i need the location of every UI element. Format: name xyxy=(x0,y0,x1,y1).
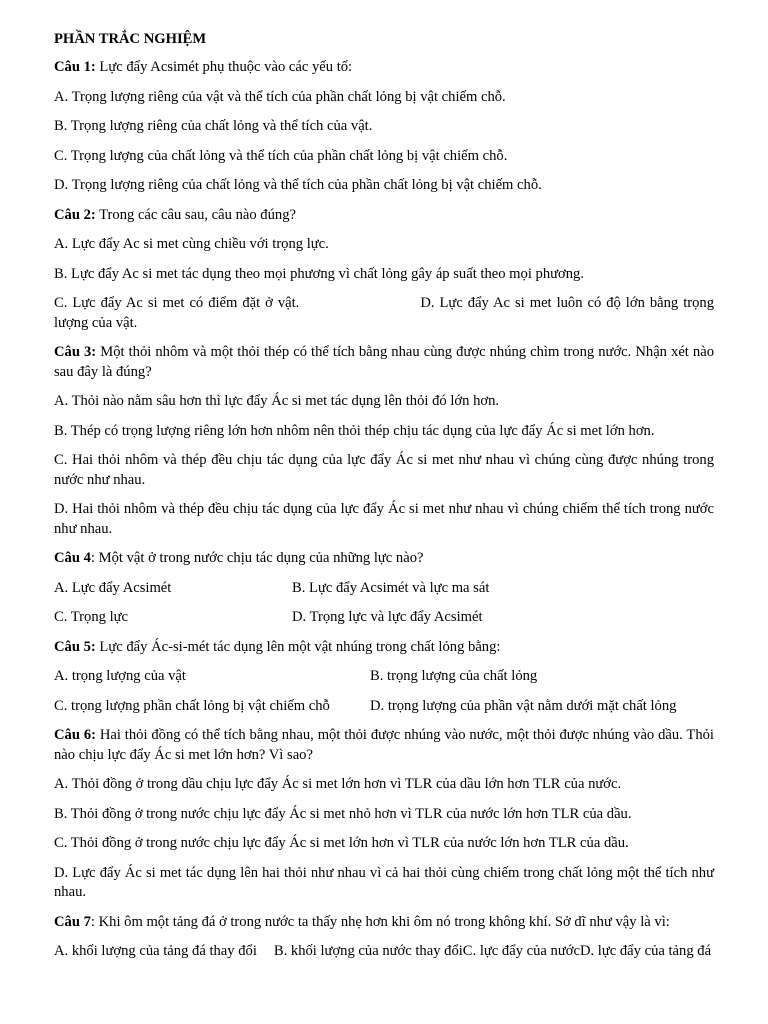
question-1-option-d: D. Trọng lượng riêng của chất lỏng và thể tích của phần chất lỏng bị vật chiếm chỗ. xyxy=(54,177,542,193)
question-4-text: : Một vật ở trong nước chịu tác dụng của những lực nào? xyxy=(90,550,424,566)
question-5-option-c: C. trọng lượng phần chất lỏng bị vật chiếm chỗ xyxy=(54,697,330,714)
question-5-text: Lực đẩy Ác-si-mét tác dụng lên một vật nhúng trong chất lỏng bằng: xyxy=(95,638,501,655)
question-3 xyxy=(54,343,714,382)
question-4 xyxy=(54,549,714,569)
question-6-option-d: D. Lực đẩy Ác si met tác dụng lên hai thỏi như nhau vì cả hai thỏi cùng chiếm trong chất lỏng một thể tích như nhau. xyxy=(54,864,714,900)
question-3-option-b: B. Thép có trọng lượng riêng lớn hơn nhôm nên thỏi thép chịu tác dụng của lực đẩy Ác si met lớn hơn. xyxy=(54,422,655,439)
question-7-option-b: B. khối lượng của nước thay đổi xyxy=(273,943,463,959)
question-7-options xyxy=(54,942,714,962)
question-6-option-c: C. Thỏi đồng ở trong nước chịu lực đẩy Ác si met lớn hơn vì TLR của nước lớn hơn TLR của dầu. xyxy=(54,835,629,851)
question-6-label: Câu 6: xyxy=(54,727,96,743)
question-5-options-row-1 xyxy=(54,667,714,687)
question-6-option-b: B. Thỏi đồng ở trong nước chịu lực đẩy Ác si met nhỏ hơn vì TLR của nước lớn hơn TLR của dầu. xyxy=(54,805,632,822)
question-3-text: Một thỏi nhôm và một thỏi thép có thể tích bằng nhau cùng được nhúng chìm trong nước. Nhận xét nào sau đây là đúng? xyxy=(54,344,714,380)
question-5-option-d: D. trọng lượng của phần vật nằm dưới mặt chất lỏng xyxy=(370,697,677,714)
question-2-label: Câu 2: xyxy=(54,206,96,223)
question-4-option-a: A. Lực đẩy Acsimét xyxy=(54,579,172,596)
question-7-label: Câu 7 xyxy=(54,913,91,930)
question-2-options-cd xyxy=(54,294,714,333)
question-5-label: Câu 5: xyxy=(54,638,96,655)
question-6-text: Hai thỏi đồng có thể tích bằng nhau, một thỏi được nhúng vào nước, một thỏi được nhúng vào dầu. Thỏi nào chịu lực đẩy Ác si met lớn hơn? Vì sao? xyxy=(54,727,714,763)
question-6 xyxy=(54,726,714,765)
question-7-option-d: D. lực đẩy của tảng đá xyxy=(579,943,712,959)
question-7-text: : Khi ôm một tảng đá ở trong nước ta thấy nhẹ hơn khi ôm nó trong không khí. Sở dĩ như vậy là vì: xyxy=(90,913,670,930)
question-2-option-a: A. Lực đẩy Ac si met cùng chiều với trọng lực. xyxy=(54,236,329,252)
question-5-option-b: B. trọng lượng của chất lỏng xyxy=(370,668,538,684)
question-4-option-c: C. Trọng lực xyxy=(54,609,129,625)
question-4-label: Câu 4 xyxy=(54,550,91,566)
question-6-option-a: A. Thỏi đồng ở trong dầu chịu lực đẩy Ác si met lớn hơn vì TLR của dầu lớn hơn TLR của nước. xyxy=(54,776,622,792)
question-3-option-a: A. Thỏi nào nằm sâu hơn thì lực đẩy Ác si met tác dụng lên thỏi đó lớn hơn. xyxy=(54,393,500,409)
question-3-option-d: D. Hai thỏi nhôm và thép đều chịu tác dụng của lực đẩy Ác si met như nhau vì chúng chiếm thể tích trong nước như nhau. xyxy=(54,501,714,537)
question-2-option-c: C. Lực đẩy Ac si met có điểm đặt ở vật. xyxy=(54,295,300,311)
question-1-text: Lực đẩy Acsimét phụ thuộc vào các yếu tố: xyxy=(95,59,353,75)
question-5-options-row-2 xyxy=(54,697,714,717)
section-heading: PHẦN TRẮC NGHIỆM xyxy=(54,31,207,47)
question-1 xyxy=(54,58,714,78)
question-2-option-d: D. Lực đẩy Ac si met luôn có độ lớn bằng trọng lượng của vật. xyxy=(54,295,715,331)
question-7-option-a: A. khối lượng của tảng đá thay đổi xyxy=(54,943,257,959)
question-2-text: Trong các câu sau, câu nào đúng? xyxy=(95,206,296,223)
question-2-option-b: B. Lực đẩy Ac si met tác dụng theo mọi phương vì chất lỏng gây áp suất theo mọi phương. xyxy=(54,265,584,282)
question-3-label: Câu 3: xyxy=(54,344,97,360)
question-4-options-row-2 xyxy=(54,608,714,628)
question-7 xyxy=(54,913,714,933)
question-1-label: Câu 1: xyxy=(54,59,96,75)
question-4-option-b: B. Lực đẩy Acsimét và lực ma sát xyxy=(292,579,490,596)
question-1-option-c: C. Trọng lượng của chất lỏng và thể tích của phần chất lỏng bị vật chiếm chỗ. xyxy=(54,147,508,164)
question-4-options-row-1 xyxy=(54,579,714,599)
question-1-option-b: B. Trọng lượng riêng của chất lỏng và thể tích của vật. xyxy=(54,118,373,134)
question-3-option-c: C. Hai thỏi nhôm và thép đều chịu tác dụng của lực đẩy Ác si met như nhau vì chúng cùng được nhúng trong nước như nhau. xyxy=(54,452,714,488)
question-5 xyxy=(54,638,714,658)
question-1-option-a: A. Trọng lượng riêng của vật và thể tích của phần chất lỏng bị vật chiếm chỗ. xyxy=(54,88,506,105)
question-7-option-c: C. lực đẩy của nước xyxy=(462,943,580,959)
question-4-option-d: D. Trọng lực và lực đẩy Acsimét xyxy=(292,609,483,625)
question-5-option-a: A. trọng lượng của vật xyxy=(54,668,186,684)
question-2 xyxy=(54,206,714,226)
